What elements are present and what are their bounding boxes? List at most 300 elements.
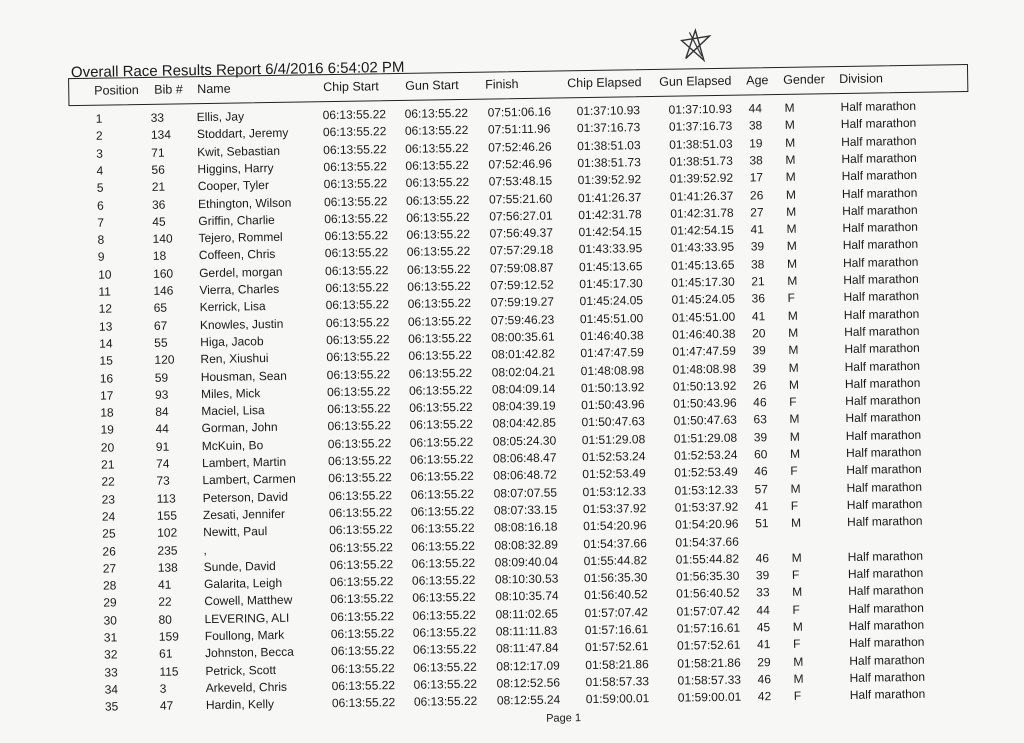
- cell-division: Half marathon: [842, 254, 919, 270]
- cell-name: Gorman, John: [201, 420, 278, 436]
- cell-age: 51: [755, 516, 769, 531]
- cell-chip-elapsed: 01:45:17.30: [579, 276, 643, 292]
- cell-gender: M: [788, 342, 799, 358]
- cell-gender: M: [793, 654, 804, 669]
- cell-position: 19: [100, 422, 115, 438]
- cell-gun-elapsed: 01:42:54.15: [670, 222, 735, 238]
- cell-age: 41: [756, 637, 771, 652]
- cell-bib: 155: [156, 508, 178, 523]
- cell-gun-start: 06:13:55.22: [413, 676, 478, 692]
- cell-gun-start: 06:13:55.22: [405, 157, 469, 173]
- cell-gun-elapsed: 01:48:08.98: [672, 361, 737, 377]
- cell-finish: 08:07:33.15: [493, 502, 558, 518]
- cell-chip-start: 06:13:55.22: [327, 453, 392, 469]
- col-age: Age: [746, 73, 769, 88]
- cell-gun-elapsed: 01:51:29.08: [673, 430, 738, 446]
- cell-gun-elapsed: 01:38:51.73: [669, 153, 733, 169]
- cell-chip-elapsed: 01:47:47.59: [580, 345, 644, 361]
- cell-gun-elapsed: 01:45:24.05: [671, 291, 736, 307]
- cell-age: 39: [753, 429, 768, 445]
- cell-gender: M: [784, 100, 795, 115]
- cell-chip-start: 06:13:55.22: [329, 522, 393, 538]
- cell-gun-elapsed: 01:45:51.00: [671, 309, 736, 325]
- cell-bib: 134: [150, 127, 172, 143]
- cell-division: Half marathon: [845, 427, 922, 443]
- cell-gun-start: 06:13:55.22: [412, 642, 477, 658]
- cell-age: 26: [749, 187, 764, 202]
- cell-chip-start: 06:13:55.22: [327, 435, 392, 451]
- cell-chip-start: 06:13:55.22: [330, 608, 395, 624]
- cell-finish: 08:07:07.55: [493, 485, 558, 501]
- cell-division: Half marathon: [846, 496, 923, 512]
- cell-finish: 07:56:27.01: [489, 208, 553, 224]
- cell-gun-elapsed: 01:57:52.61: [676, 637, 741, 653]
- cell-gun-elapsed: 01:57:07.42: [676, 603, 741, 619]
- cell-gun-start: 06:13:55.22: [410, 486, 475, 502]
- cell-age: 46: [755, 550, 770, 566]
- cell-finish: 08:04:39.19: [492, 398, 556, 414]
- cell-chip-start: 06:13:55.22: [323, 176, 388, 192]
- cell-gender: M: [785, 169, 796, 185]
- cell-gun-start: 06:13:55.22: [407, 278, 471, 294]
- cell-gun-start: 06:13:55.22: [411, 555, 476, 571]
- cell-position: 33: [104, 665, 118, 680]
- cell-name: McKuin, Bo: [201, 437, 264, 453]
- cell-chip-start: 06:13:55.22: [330, 591, 394, 607]
- cell-division: Half marathon: [846, 462, 922, 478]
- cell-chip-elapsed: 01:37:10.93: [576, 103, 641, 119]
- col-chip-elapsed: Chip Elapsed: [567, 75, 642, 91]
- cell-chip-start: 06:13:55.22: [328, 470, 392, 486]
- cell-division: Half marathon: [847, 548, 924, 564]
- col-division: Division: [839, 71, 884, 87]
- cell-name: ,: [203, 542, 207, 557]
- cell-age: 41: [751, 308, 766, 324]
- cell-chip-start: 06:13:55.22: [327, 418, 392, 434]
- cell-age: 38: [750, 256, 765, 272]
- cell-name: Sunde, David: [203, 558, 276, 574]
- cell-finish: 08:04:09.14: [491, 381, 556, 397]
- cell-chip-start: 06:13:55.22: [328, 487, 393, 503]
- cell-age: 63: [753, 412, 767, 427]
- cell-chip-elapsed: 01:55:44.82: [583, 552, 648, 568]
- cell-division: Half marathon: [840, 116, 917, 132]
- cell-name: Arkeveld, Chris: [205, 679, 288, 695]
- cell-chip-elapsed: 01:45:51.00: [579, 310, 644, 326]
- cell-finish: 07:59:19.27: [490, 294, 555, 310]
- cell-bib: 74: [156, 456, 170, 471]
- cell-age: 19: [749, 135, 763, 151]
- cell-position: 20: [100, 440, 115, 455]
- cell-finish: 07:57:29.18: [489, 242, 554, 258]
- cell-position: 17: [99, 388, 114, 403]
- cell-chip-start: 06:13:55.22: [323, 159, 387, 175]
- cell-chip-elapsed: 01:42:54.15: [578, 224, 643, 240]
- cell-bib: 21: [151, 179, 166, 195]
- cell-name: Gerdel, morgan: [199, 264, 283, 280]
- cell-position: 5: [96, 180, 104, 195]
- cell-division: Half marathon: [848, 583, 924, 599]
- col-gun-elapsed: Gun Elapsed: [659, 73, 732, 89]
- cell-chip-start: 06:13:55.22: [326, 383, 391, 399]
- cell-name: Ellis, Jay: [196, 109, 245, 125]
- cell-division: Half marathon: [844, 375, 921, 391]
- cell-finish: 08:12:52.56: [496, 675, 561, 691]
- cell-division: Half marathon: [845, 444, 922, 460]
- cell-gender: F: [790, 464, 798, 479]
- cell-age: 20: [752, 326, 766, 341]
- cell-position: 34: [104, 682, 119, 697]
- cell-name: Knowles, Justin: [199, 316, 284, 332]
- cell-name: Peterson, David: [202, 489, 289, 505]
- cell-gender: M: [792, 585, 803, 600]
- cell-bib: 67: [153, 318, 168, 333]
- cell-division: Half marathon: [845, 410, 921, 426]
- cell-chip-start: 06:13:55.22: [326, 366, 391, 382]
- cell-name: Johnston, Becca: [204, 644, 294, 661]
- cell-finish: 07:56:49.37: [489, 225, 554, 241]
- cell-name: Hardin, Kelly: [205, 697, 275, 713]
- cell-gun-start: 06:13:55.22: [405, 175, 470, 191]
- cell-name: Vierra, Charles: [199, 281, 280, 298]
- col-gun-start: Gun Start: [405, 78, 459, 93]
- cell-gender: M: [788, 360, 799, 375]
- cell-chip-elapsed: 01:42:31.78: [578, 206, 642, 222]
- cell-finish: 08:12:17.09: [496, 658, 560, 674]
- cell-gender: F: [791, 567, 800, 582]
- cell-finish: 08:01:42.82: [491, 346, 555, 362]
- cell-gender: F: [787, 291, 796, 306]
- cell-chip-start: 06:13:55.22: [327, 401, 391, 417]
- cell-chip-start: 06:13:55.22: [330, 643, 395, 659]
- cell-bib: 65: [153, 300, 168, 316]
- cell-name: Cowell, Matthew: [204, 593, 293, 609]
- cell-gun-start: 06:13:55.22: [407, 296, 472, 312]
- cell-name: Griffin, Charlie: [198, 212, 275, 228]
- cell-gun-elapsed: 01:37:16.73: [668, 119, 733, 135]
- cell-age: 42: [757, 689, 772, 704]
- cell-chip-start: 06:13:55.22: [328, 505, 393, 520]
- cell-gun-start: 06:13:55.22: [413, 693, 478, 709]
- cell-bib: 73: [156, 473, 170, 489]
- cell-gender: M: [788, 325, 799, 340]
- cell-division: Half marathon: [843, 289, 920, 305]
- cell-gun-start: 06:13:55.22: [411, 521, 475, 537]
- cell-chip-elapsed: 01:50:13.92: [580, 379, 645, 395]
- cell-bib: 80: [158, 612, 173, 627]
- cell-chip-elapsed: 01:53:12.33: [582, 483, 647, 499]
- cell-chip-elapsed: 01:50:47.63: [581, 414, 646, 430]
- cell-chip-elapsed: 01:54:37.66: [583, 535, 647, 551]
- cell-position: 25: [102, 526, 116, 541]
- cell-bib: 3: [159, 681, 167, 696]
- cell-gun-elapsed: 01:39:52.92: [669, 170, 734, 186]
- cell-name: Ren, Xiushui: [200, 351, 269, 367]
- cell-bib: 45: [152, 214, 166, 229]
- cell-age: 27: [750, 205, 764, 220]
- cell-gender: F: [792, 602, 800, 617]
- cell-gun-elapsed: 01:58:57.33: [677, 672, 742, 688]
- cell-chip-start: 06:13:55.22: [331, 660, 395, 676]
- col-gender: Gender: [783, 72, 825, 87]
- cell-division: Half marathon: [842, 237, 919, 253]
- cell-finish: 08:12:55.24: [496, 692, 561, 708]
- cell-name: Lambert, Martin: [202, 454, 287, 471]
- cell-gender: F: [789, 394, 797, 409]
- cell-bib: 33: [150, 110, 165, 125]
- cell-position: 22: [101, 474, 115, 489]
- cell-finish: 07:53:48.15: [488, 173, 553, 189]
- cell-gun-elapsed: 01:50:13.92: [672, 378, 737, 394]
- col-chip-start: Chip Start: [323, 79, 379, 95]
- cell-position: 14: [99, 336, 113, 351]
- cell-division: Half marathon: [844, 323, 920, 339]
- cell-division: Half marathon: [847, 513, 923, 530]
- cell-position: 1: [95, 111, 103, 126]
- cell-gun-elapsed: 01:37:10.93: [668, 101, 733, 117]
- cell-finish: 08:06:48.72: [493, 467, 557, 483]
- cell-name: Petrick, Scott: [205, 662, 277, 678]
- cell-bib: 120: [154, 352, 175, 368]
- cell-position: 8: [97, 232, 105, 247]
- cell-age: 39: [755, 568, 770, 583]
- cell-division: Half marathon: [841, 150, 917, 166]
- cell-chip-start: 06:13:55.22: [322, 107, 387, 123]
- cell-chip-elapsed: 01:45:13.65: [578, 258, 643, 274]
- cell-gun-elapsed: 01:54:37.66: [675, 534, 739, 550]
- col-bib: Bib #: [154, 82, 183, 97]
- cell-gender: M: [787, 273, 798, 288]
- cell-gun-start: 06:13:55.22: [406, 226, 471, 242]
- cell-name: Stoddart, Jeremy: [196, 125, 289, 142]
- cell-bib: 146: [153, 283, 174, 298]
- cell-bib: 22: [158, 594, 172, 610]
- cell-bib: 84: [155, 404, 169, 419]
- cell-gun-start: 06:13:55.22: [409, 399, 473, 415]
- cell-name: Coffeen, Chris: [198, 247, 276, 263]
- cell-name: Foullong, Mark: [204, 627, 285, 644]
- cell-chip-start: 06:13:55.22: [324, 262, 389, 278]
- cell-position: 11: [98, 284, 111, 299]
- cell-gun-elapsed: 01:53:12.33: [674, 482, 739, 498]
- col-finish: Finish: [485, 77, 519, 92]
- cell-name: Higgins, Harry: [197, 160, 274, 177]
- cell-gun-elapsed: 01:58:21.86: [677, 655, 741, 671]
- cell-age: 60: [753, 447, 768, 462]
- cell-gun-elapsed: 01:59:00.01: [677, 689, 742, 705]
- cell-chip-elapsed: 01:57:07.42: [584, 604, 649, 620]
- col-name: Name: [197, 81, 231, 97]
- cell-chip-elapsed: 01:56:40.52: [584, 587, 648, 603]
- cell-age: 41: [750, 222, 764, 237]
- cell-finish: 07:55:21.60: [488, 191, 553, 207]
- cell-position: 3: [96, 146, 104, 161]
- cell-chip-elapsed: 01:52:53.49: [582, 466, 646, 482]
- cell-position: 26: [102, 543, 116, 559]
- cell-finish: 08:05:24.30: [492, 433, 557, 449]
- cell-position: 29: [103, 595, 117, 611]
- cell-position: 16: [99, 370, 114, 386]
- cell-division: Half marathon: [843, 306, 920, 322]
- cell-position: 13: [98, 319, 113, 334]
- cell-chip-elapsed: 01:52:53.24: [581, 449, 646, 465]
- cell-gun-start: 06:13:55.22: [410, 503, 475, 519]
- cell-bib: 56: [151, 162, 165, 177]
- cell-finish: 08:02:04.21: [491, 364, 556, 380]
- cell-name: Miles, Mick: [200, 385, 261, 401]
- cell-age: 46: [757, 672, 772, 687]
- cell-name: Galarita, Leigh: [203, 575, 283, 592]
- cell-age: 39: [750, 239, 765, 254]
- cell-chip-start: 06:13:55.22: [329, 539, 393, 555]
- cell-bib: 138: [157, 560, 178, 575]
- cell-position: 35: [104, 699, 119, 714]
- cell-chip-elapsed: 01:58:21.86: [585, 656, 649, 672]
- cell-finish: 08:10:35.74: [495, 588, 559, 604]
- cell-age: 44: [748, 101, 763, 116]
- cell-chip-elapsed: 01:59:00.01: [585, 691, 650, 707]
- cell-age: 26: [752, 378, 767, 393]
- cell-chip-elapsed: 01:38:51.03: [577, 137, 641, 153]
- cell-gun-start: 06:13:55.22: [412, 590, 476, 606]
- cell-finish: 08:08:16.18: [494, 519, 558, 535]
- cell-gun-start: 06:13:55.22: [409, 417, 474, 433]
- cell-age: 36: [751, 291, 766, 306]
- cell-division: Half marathon: [848, 635, 925, 651]
- cell-gender: M: [785, 152, 796, 167]
- cell-gun-elapsed: 01:46:40.38: [672, 326, 736, 342]
- cell-bib: 113: [156, 491, 176, 506]
- cell-chip-elapsed: 01:43:33.95: [578, 241, 643, 257]
- cell-gun-elapsed: 01:57:16.61: [676, 620, 741, 636]
- cell-position: 6: [96, 198, 104, 213]
- cell-position: 21: [101, 457, 115, 472]
- cell-chip-start: 06:13:55.22: [331, 677, 396, 693]
- cell-chip-start: 06:13:55.22: [329, 574, 394, 590]
- cell-finish: 08:06:48.47: [492, 450, 557, 466]
- cell-division: Half marathon: [845, 392, 921, 409]
- cell-bib: 235: [157, 542, 178, 558]
- cell-position: 7: [97, 215, 105, 230]
- cell-name: Newitt, Paul: [203, 524, 268, 540]
- cell-gender: M: [791, 515, 802, 531]
- cell-gun-start: 06:13:55.22: [407, 313, 472, 329]
- cell-gun-start: 06:13:55.22: [406, 209, 470, 225]
- cell-finish: 07:51:11.96: [487, 121, 551, 137]
- cell-finish: 07:51:06.16: [487, 104, 552, 120]
- cell-chip-elapsed: 01:45:24.05: [579, 293, 644, 309]
- cell-gun-elapsed: 01:47:47.59: [672, 343, 736, 359]
- cell-bib: 47: [159, 698, 174, 713]
- cell-chip-start: 06:13:55.22: [329, 556, 394, 572]
- cell-gender: M: [787, 308, 798, 323]
- cell-gender: F: [793, 688, 802, 704]
- cell-division: Half marathon: [848, 617, 925, 633]
- cell-division: Half marathon: [841, 185, 918, 201]
- cell-finish: 08:11:02.65: [495, 606, 559, 622]
- cell-bib: 159: [158, 629, 179, 644]
- cell-position: 27: [102, 561, 117, 576]
- cell-age: 44: [756, 602, 770, 618]
- cell-position: 31: [103, 630, 118, 645]
- cell-gun-start: 06:13:55.22: [405, 192, 470, 208]
- cell-chip-elapsed: 01:50:43.96: [581, 397, 645, 413]
- cell-bib: 102: [157, 525, 178, 540]
- cell-division: Half marathon: [843, 271, 919, 287]
- cell-gun-start: 06:13:55.22: [412, 624, 477, 640]
- cell-gender: M: [785, 187, 797, 202]
- cell-gender: M: [786, 256, 798, 271]
- cell-age: 57: [754, 481, 769, 497]
- cell-position: 10: [98, 267, 112, 282]
- cell-position: 32: [104, 647, 118, 662]
- cell-position: 2: [95, 128, 103, 144]
- cell-finish: 08:10:30.53: [494, 571, 559, 587]
- cell-chip-start: 06:13:55.22: [326, 332, 390, 348]
- cell-finish: 07:59:08.87: [489, 260, 554, 276]
- star-mark-icon: [675, 28, 716, 65]
- cell-age: 38: [748, 118, 763, 133]
- cell-gun-elapsed: 01:41:26.37: [669, 188, 734, 204]
- cell-gun-start: 06:13:55.22: [408, 330, 472, 346]
- cell-chip-start: 06:13:55.22: [330, 626, 395, 642]
- cell-gun-elapsed: 01:50:43.96: [673, 395, 737, 411]
- cell-age: 38: [749, 153, 763, 168]
- cell-chip-elapsed: 01:38:51.73: [577, 155, 641, 171]
- cell-bib: 44: [155, 421, 170, 437]
- cell-gender: M: [789, 412, 800, 427]
- cell-division: Half marathon: [842, 202, 918, 218]
- cell-gun-elapsed: 01:56:40.52: [676, 586, 740, 602]
- cell-gun-start: 06:13:55.22: [411, 572, 476, 588]
- cell-bib: 36: [151, 197, 166, 212]
- cell-division: Half marathon: [844, 340, 920, 357]
- cell-position: 30: [103, 613, 118, 628]
- cell-chip-elapsed: 01:41:26.37: [577, 189, 642, 205]
- cell-chip-elapsed: 01:51:29.08: [581, 431, 646, 447]
- cell-gender: M: [786, 239, 797, 254]
- cell-gun-elapsed: 01:38:51.03: [669, 136, 733, 152]
- cell-gender: M: [789, 446, 801, 461]
- cell-gun-start: 06:13:55.22: [408, 382, 473, 398]
- cell-gender: M: [784, 118, 795, 133]
- cell-gun-start: 06:13:55.22: [404, 105, 469, 121]
- cell-name: Ethington, Wilson: [197, 195, 292, 211]
- cell-division: Half marathon: [849, 652, 925, 668]
- cell-name: Housman, Sean: [200, 368, 287, 384]
- cell-position: 15: [99, 353, 113, 368]
- cell-gender: M: [786, 221, 797, 236]
- cell-gun-start: 06:13:55.22: [404, 123, 469, 139]
- cell-gun-elapsed: 01:52:53.49: [674, 464, 738, 480]
- cell-chip-start: 06:13:55.22: [325, 314, 390, 330]
- cell-chip-start: 06:13:55.22: [326, 349, 390, 365]
- cell-name: Kerrick, Lisa: [199, 299, 266, 315]
- cell-bib: 91: [155, 439, 170, 454]
- cell-gun-start: 06:13:55.22: [411, 538, 475, 554]
- cell-division: Half marathon: [847, 565, 924, 582]
- cell-gun-start: 06:13:55.22: [405, 140, 469, 156]
- cell-chip-start: 06:13:55.22: [322, 124, 387, 140]
- cell-division: Half marathon: [840, 98, 917, 115]
- cell-name: Tejero, Rommel: [198, 229, 283, 246]
- cell-gun-elapsed: 01:54:20.96: [675, 516, 739, 532]
- cell-division: Half marathon: [841, 168, 918, 184]
- cell-position: 28: [102, 578, 117, 593]
- cell-bib: 61: [158, 646, 173, 662]
- cell-gun-start: 06:13:55.22: [412, 607, 477, 623]
- cell-gun-elapsed: 01:56:35.30: [675, 568, 740, 584]
